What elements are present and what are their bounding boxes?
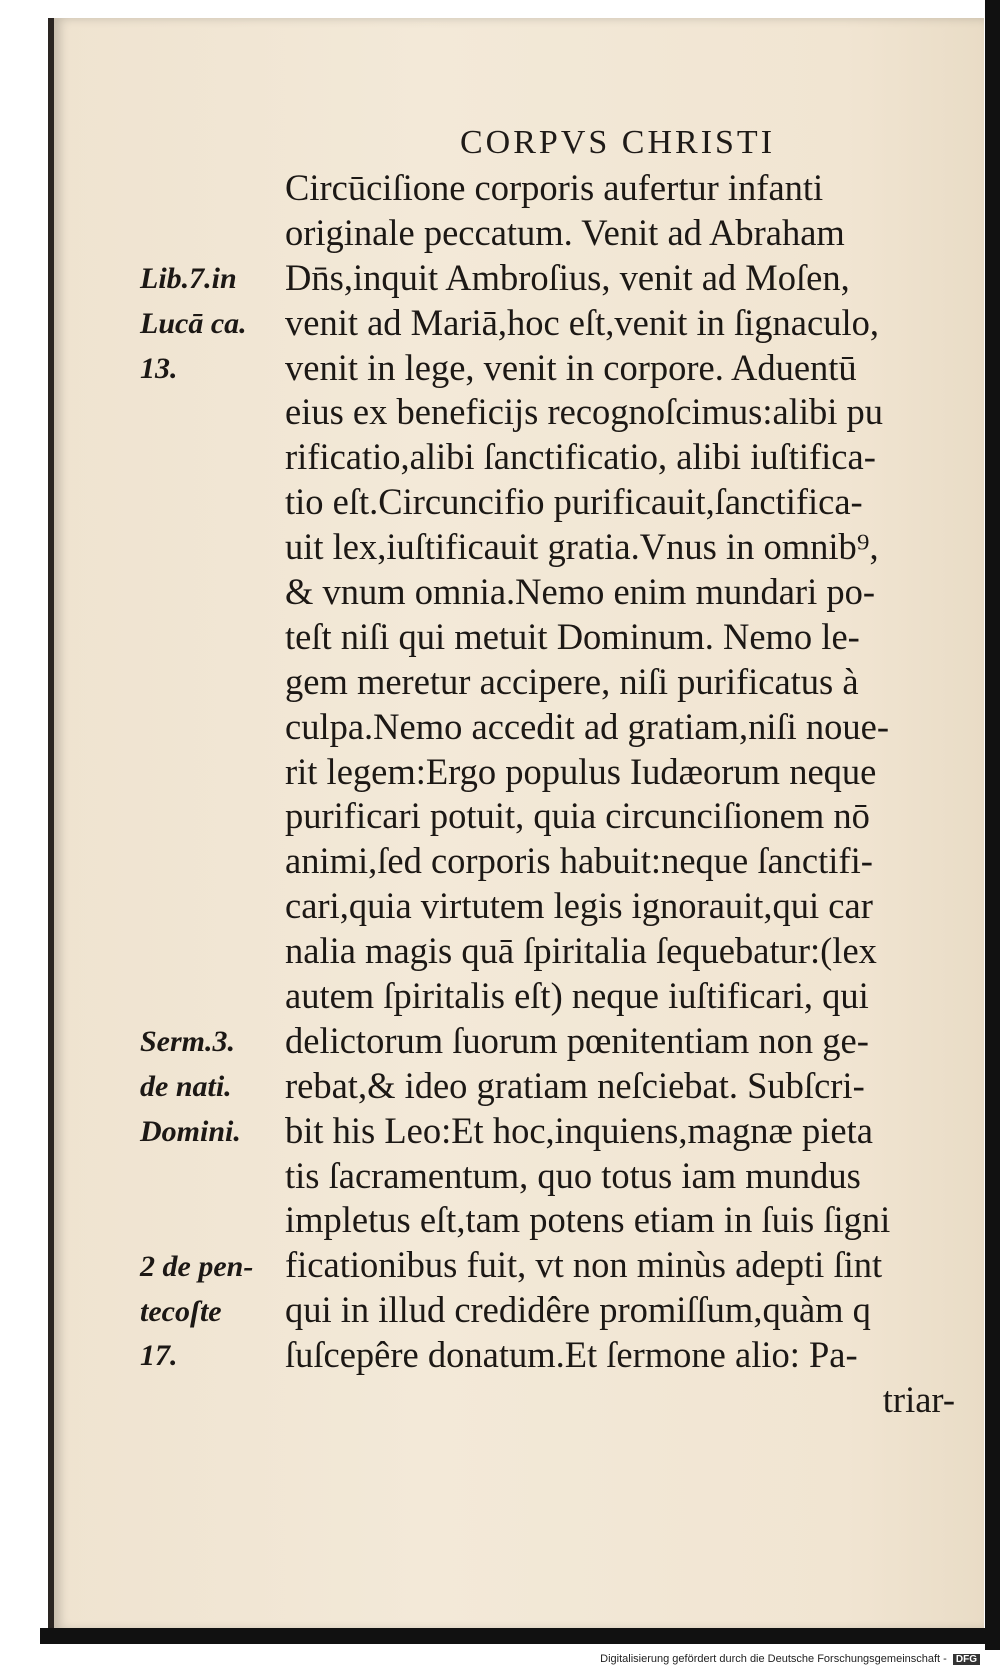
text-line: autem ſpiritalis eſt) neque iuſtificari, qui	[285, 975, 869, 1017]
margin-note: 2 de pen-	[140, 1249, 254, 1283]
text-line: uit lex,iuſtificauit gratia.Vnus in omnib⁹,	[285, 526, 879, 568]
main-text	[285, 166, 965, 1423]
text-line: nalia magis quā ſpiritalia ſequebatur:(lex	[285, 930, 877, 972]
margin-note: 13.	[140, 351, 178, 385]
text-line: delictorum ſuorum pœnitentiam non ge-	[285, 1019, 869, 1061]
text-line: eius ex beneficijs recognoſcimus:alibi pu	[285, 391, 884, 433]
digitization-credit: Digitalisierung gefördert durch die Deutsche Forschungsgemeinschaft - DFG	[600, 1653, 980, 1665]
text-line: Dn̄s,inquit Ambroſius, venit ad Moſen,	[285, 256, 850, 298]
text-line: ſuſcepêre donatum.Et ſermone alio: Pa-	[285, 1334, 858, 1376]
text-line: bit his Leo:Et hoc,inquiens,magnæ pieta	[285, 1109, 873, 1151]
margin-note: Lib.7.in	[140, 261, 237, 295]
margin-note: Serm.3.	[140, 1025, 236, 1059]
text-line: venit ad Mariā,hoc eſt,venit in ſignaculo,	[285, 301, 879, 343]
text-line: gem meretur accipere, niſi purificatus à	[285, 660, 859, 702]
text-line: culpa.Nemo accedit ad gratiam,niſi noue-	[285, 705, 890, 747]
text-line: teſt niſi qui metuit Dominum. Nemo le-	[285, 615, 860, 657]
text-line: tis ſacramentum, quo totus iam mundus	[285, 1154, 861, 1196]
margin-note: de nati.	[140, 1070, 232, 1103]
text-line: tio eſt.Circuncifio purificauit,ſanctifica-	[285, 481, 863, 523]
text-line: ficationibus fuit, vt non minùs adepti ſint	[285, 1244, 883, 1286]
credit-text: Digitalisierung gefördert durch die Deutsche Forschungsgemeinschaft	[600, 1653, 941, 1665]
text-line: purificari potuit, quia circunciſionem nō	[285, 795, 870, 837]
text-line: qui in illud credidêre promiſſum,quàm q	[285, 1289, 871, 1331]
running-head: CORPVS CHRISTI	[460, 124, 776, 161]
text-line: cari,quia virtutem legis ignorauit,qui car	[285, 885, 873, 927]
text-line: originale peccatum. Venit ad Abraham	[285, 211, 845, 253]
text-line: animi,ſed corporis habuit:neque ſanctifi-	[285, 840, 873, 882]
margin-note: 17.	[140, 1339, 178, 1373]
text-line: rebat,& ideo gratiam neſciebat. Subſcri-	[285, 1064, 865, 1106]
text-line: rit legem:Ergo populus Iudæorum neque	[285, 750, 877, 792]
text-line: impletus eſt,tam potens etiam in ſuis ſigni	[285, 1199, 891, 1241]
scan-edge-right	[985, 0, 1000, 1650]
scan-edge-bottom	[40, 1628, 1000, 1644]
margin-note: Domini.	[140, 1114, 241, 1148]
text-line: Circūciſione corporis aufertur infanti	[285, 167, 824, 208]
margin-note: Lucā ca.	[140, 306, 247, 340]
margin-note: tecoſte	[140, 1294, 222, 1328]
text-line: triar-	[882, 1379, 955, 1421]
dfg-logo: DFG	[953, 1654, 980, 1665]
text-line: venit in lege, venit in corpore. Aduentū	[285, 346, 857, 388]
text-line: rificatio,alibi ſanctificatio, alibi iuſtifica-	[285, 436, 876, 478]
text-line: & vnum omnia.Nemo enim mundari po-	[285, 571, 875, 613]
